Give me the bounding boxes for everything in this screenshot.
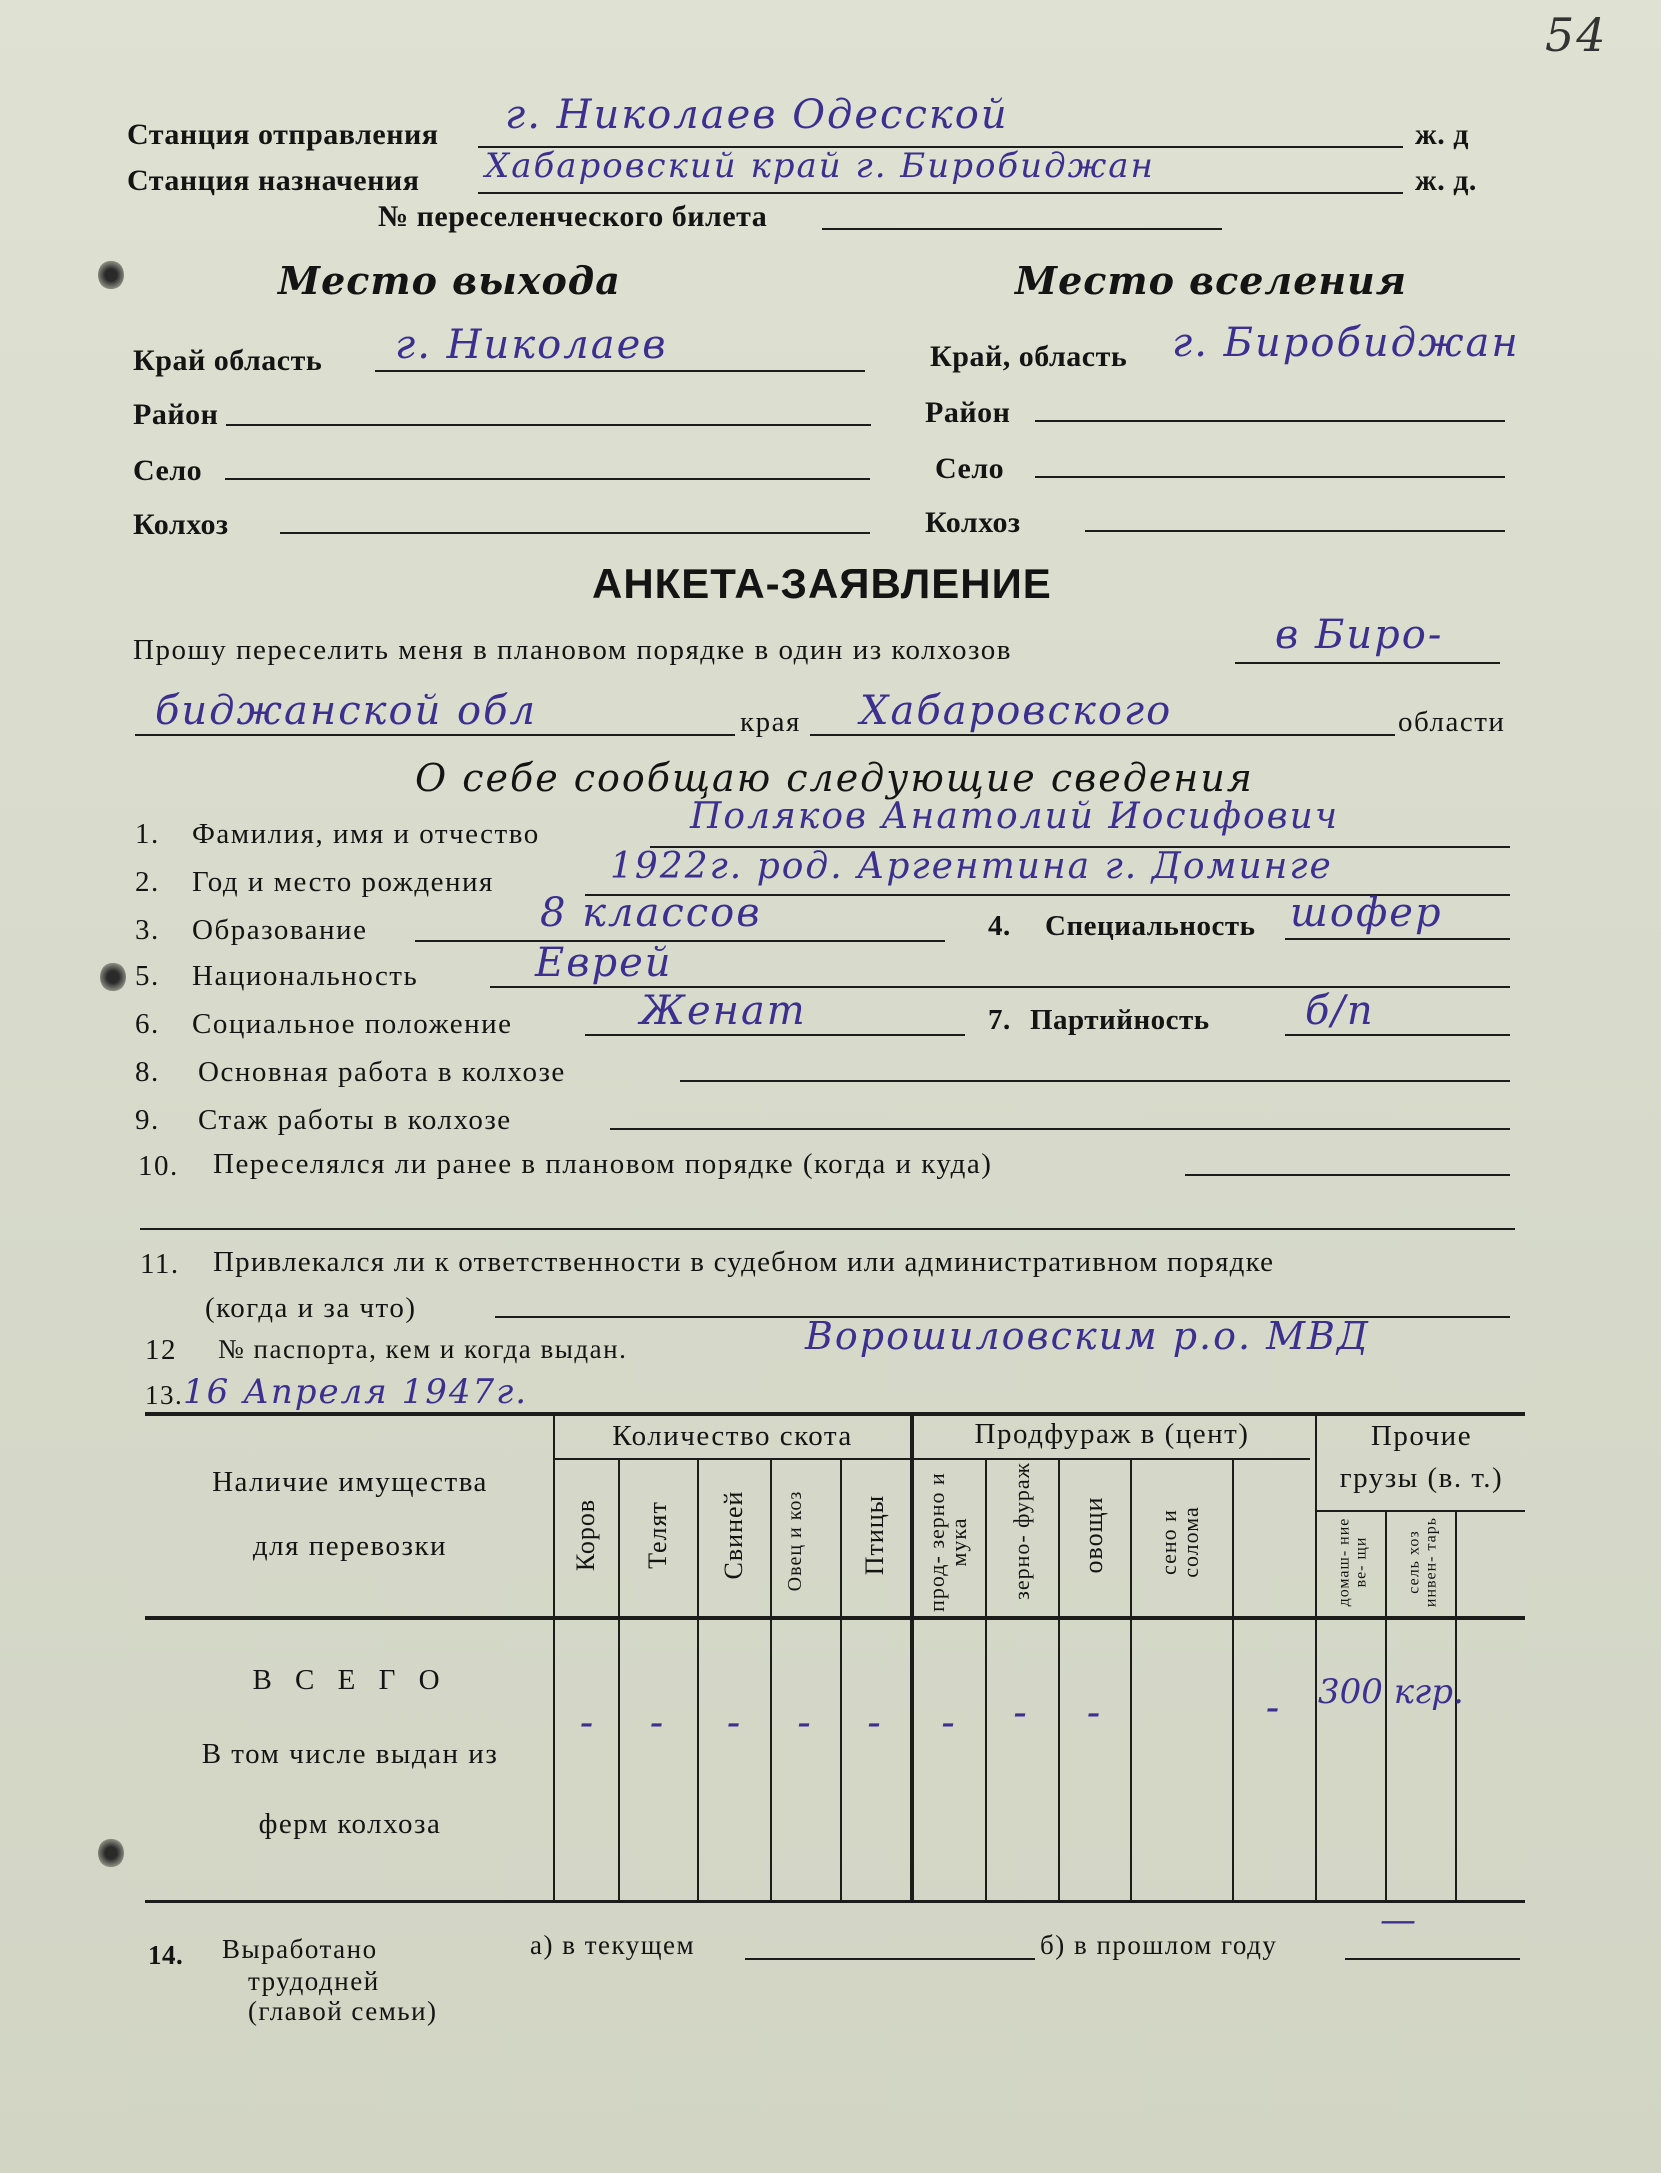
field-6-label: Социальное положение [192, 1008, 513, 1040]
kraya-label: края [740, 706, 801, 738]
value-poultry: - [867, 1700, 883, 1746]
workdays-label-3: (главой семьи) [248, 1996, 438, 2026]
field-12-label: № паспорта, кем и когда выдан. [218, 1334, 628, 1364]
field-12-num: 12 [145, 1334, 177, 1366]
oblasti-label: области [1398, 706, 1506, 738]
value-cows: - [579, 1700, 596, 1746]
col-hay-straw: сено и солома [1156, 1506, 1203, 1578]
field-9-num: 9. [135, 1104, 160, 1136]
field-8-num: 8. [135, 1056, 160, 1088]
incl-label-1: В том числе выдан из [201, 1738, 499, 1770]
field-13-value: 16 Апреля 1947г. [183, 1372, 529, 1412]
origin-region-label: Край область [133, 344, 323, 377]
field-5-value: Еврей [535, 940, 673, 986]
table-header-bottom [145, 1616, 1525, 1620]
row-header-1: Наличие имущества [212, 1466, 488, 1498]
field-7-line [1285, 1034, 1510, 1036]
request-value-1: в Биро- [1275, 612, 1444, 658]
field-6-value: Женат [640, 988, 807, 1034]
field-5-num: 5. [135, 960, 160, 992]
origin-heading: Место выхода [278, 258, 621, 303]
field-8-label: Основная работа в колхозе [198, 1056, 566, 1088]
workdays-previous-label: б) в прошлом году [1040, 1930, 1278, 1960]
field-3-num: 3. [135, 914, 160, 946]
value-grain-fodder: - [1013, 1690, 1029, 1736]
origin-village-label: Село [133, 454, 203, 487]
field-5-label: Национальность [192, 960, 419, 992]
field-3-line [415, 940, 945, 942]
workdays-previous-line [1345, 1958, 1520, 1960]
field-7-label: Партийность [1030, 1004, 1210, 1036]
dest-region-value: г. Биробиджан [1172, 320, 1520, 366]
workdays-num: 14. [148, 1940, 184, 1970]
destination-station-value: Хабаровский край г. Биробиджан [485, 146, 1155, 186]
dest-district-label: Район [925, 396, 1011, 429]
punch-hole [98, 1838, 124, 1868]
destination-heading: Место вселения [1015, 258, 1407, 303]
value-grain-flour: - [941, 1700, 957, 1746]
table-vline [770, 1458, 772, 1900]
workdays-label-1: Выработано [222, 1934, 378, 1964]
value-household: 300 кгр. [1318, 1672, 1464, 1712]
departure-label: Станция отправления [127, 118, 439, 151]
value-vegetables: - [1086, 1690, 1103, 1736]
field-13-num: 13. [145, 1380, 184, 1410]
dest-district-line [1035, 420, 1505, 422]
field-2-num: 2. [135, 866, 160, 898]
other-group-line [1315, 1510, 1525, 1512]
field-8-line [680, 1080, 1510, 1082]
table-vline [1058, 1458, 1060, 1900]
table-vline [618, 1458, 620, 1900]
value-pigs: - [726, 1700, 743, 1746]
dest-kolkhoz-line [1085, 530, 1505, 532]
request-line-2 [135, 734, 735, 736]
table-bottom-border [145, 1900, 1525, 1903]
table-vline [697, 1458, 699, 1900]
field-11-num: 11. [140, 1248, 180, 1280]
origin-kolkhoz-label: Колхоз [133, 508, 229, 541]
field-2-value: 1922г. род. Аргентина г. Доминге [610, 846, 1333, 887]
fodder-group: Продфураж в (цент) [974, 1418, 1250, 1450]
field-6-line [585, 1034, 965, 1036]
workdays-previous-value: — [1380, 1900, 1418, 1941]
field-10-num: 10. [138, 1150, 179, 1182]
ticket-line [822, 228, 1222, 230]
origin-district-label: Район [133, 398, 219, 431]
table-vline [553, 1412, 555, 1900]
field-2-label: Год и место рождения [192, 866, 494, 898]
field-4-value: шофер [1290, 890, 1443, 936]
table-vline [985, 1458, 987, 1900]
field-12-value: Ворошиловским р.о. МВД [805, 1314, 1370, 1358]
field-1-label: Фамилия, имя и отчество [192, 818, 540, 850]
workdays-current-line [745, 1958, 1035, 1960]
table-vline [840, 1458, 842, 1900]
col-poultry: Птицы [860, 1494, 889, 1576]
dest-region-label: Край, область [930, 340, 1128, 373]
total-label: В С Е Г О [252, 1664, 448, 1696]
dest-kolkhoz-label: Колхоз [925, 506, 1021, 539]
field-4-num: 4. [988, 910, 1011, 942]
punch-hole [98, 260, 124, 290]
destination-station-line [478, 192, 1403, 194]
departure-suffix: ж. д [1415, 118, 1469, 151]
destination-station-label: Станция назначения [127, 164, 420, 197]
col-grain-fodder: зерно- фураж [1009, 1462, 1034, 1600]
table-vline [1315, 1412, 1317, 1900]
field-4-label: Специальность [1045, 910, 1256, 942]
field-11-sub: (когда и за что) [205, 1292, 417, 1324]
kraya-value: Хабаровского [860, 688, 1173, 734]
col-farm-tools: сель хоз инвен- тарь [1405, 1516, 1440, 1608]
origin-kolkhoz-line [280, 532, 870, 534]
col-grain-flour: прод- зерно и мука [924, 1472, 971, 1612]
request-text: Прошу переселить меня в плановом порядке в один из колхозов [133, 634, 1013, 666]
row-header-2: для перевозки [252, 1530, 448, 1562]
incl-label-2: ферм колхоза [258, 1808, 442, 1840]
dest-village-label: Село [935, 452, 1005, 485]
dest-village-line [1035, 476, 1505, 478]
field-10-label: Переселялся ли ранее в плановом порядке (когда и куда) [213, 1148, 993, 1180]
col-household: домаш- ние ве- щи [1335, 1517, 1370, 1607]
col-vegetables: овощи [1079, 1496, 1108, 1574]
origin-region-line [375, 370, 865, 372]
table-vline [1130, 1458, 1132, 1900]
value-hay-straw: - [1265, 1685, 1282, 1731]
origin-village-line [225, 478, 870, 480]
field-9-line [610, 1128, 1510, 1130]
livestock-group: Количество скота [612, 1420, 853, 1452]
field-10-line [1185, 1174, 1510, 1176]
destination-station-suffix: ж. д. [1415, 164, 1477, 197]
field-3-value: 8 классов [540, 890, 762, 936]
form-title: АНКЕТА-ЗАЯВЛЕНИЕ [592, 560, 1052, 607]
field-9-label: Стаж работы в колхозе [198, 1104, 512, 1136]
workdays-label-2: трудодней [248, 1966, 380, 1996]
field-6-num: 6. [135, 1008, 160, 1040]
page-number: 54 [1545, 8, 1608, 62]
request-line-1 [1235, 662, 1500, 664]
value-sheep: - [797, 1700, 813, 1746]
departure-value: г. Николаев Одесской [505, 92, 1009, 138]
kraya-line [810, 734, 1395, 736]
table-vline [1232, 1458, 1234, 1900]
field-7-num: 7. [988, 1004, 1011, 1036]
col-cows: Коров [571, 1498, 600, 1572]
col-sheep-goats: Овец и коз [784, 1490, 806, 1592]
field-11-label: Привлекался ли к ответственности в судебном или административном порядке [213, 1246, 1275, 1278]
fodder-group-line [910, 1458, 1310, 1460]
field-10-line-2 [140, 1228, 1515, 1230]
col-calves: Телят [643, 1501, 672, 1569]
col-pigs: Свиней [719, 1490, 748, 1580]
field-1-value: Поляков Анатолий Иосифович [690, 796, 1340, 837]
workdays-current-label: а) в текущем [530, 1930, 696, 1960]
field-4-line [1285, 938, 1510, 940]
field-7-value: б/п [1305, 988, 1375, 1034]
table-vline [910, 1412, 914, 1900]
origin-region-value: г. Николаев [395, 322, 668, 368]
field-3-label: Образование [192, 914, 368, 946]
field-1-num: 1. [135, 818, 160, 850]
other-group-1: Прочие [1370, 1420, 1473, 1452]
other-group-2: грузы (в. т.) [1339, 1462, 1504, 1494]
request-value-2: биджанской обл [155, 688, 538, 734]
origin-district-line [226, 424, 871, 426]
table-top-border [145, 1412, 1525, 1416]
value-calves: - [649, 1700, 666, 1746]
ticket-label: № переселенческого билета [378, 200, 768, 233]
punch-hole [100, 962, 126, 992]
info-heading: О себе сообщаю следующие сведения [415, 756, 1254, 800]
